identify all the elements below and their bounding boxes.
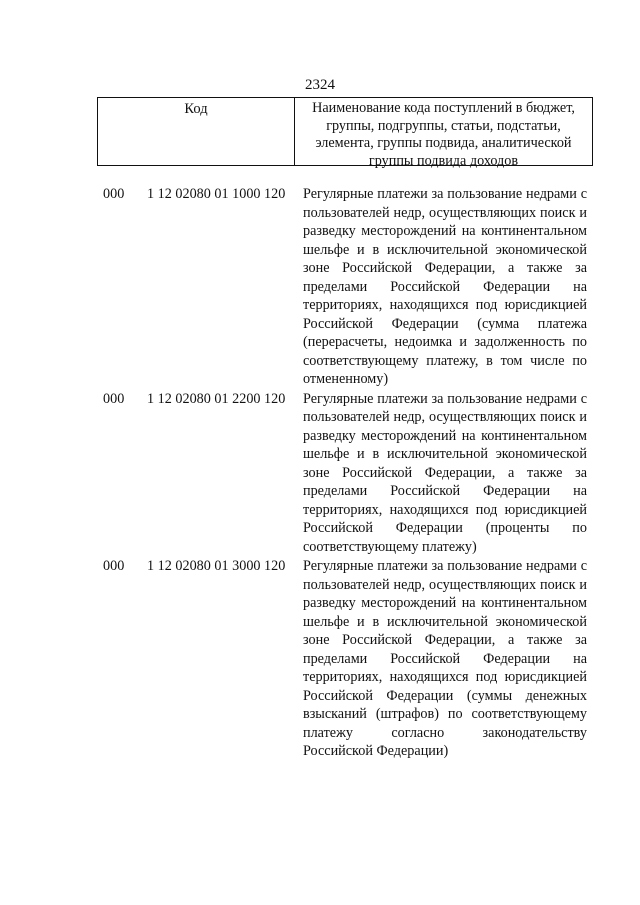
table-row (0, 185, 640, 389)
table-row (0, 557, 640, 761)
row-description: Регулярные платежи за пользование недрами с пользователей недр, осуществляющих поиск и разведку месторождений на континентальном шельфе и в исключительной экономической зоне Российской Федерации, а также за пределами Российской Федерации на территориях, находящихся под юрисдикцией Российской Федерации (проценты по соответствующему платежу) (303, 390, 587, 555)
header-name-column: Наименование кода поступлений в бюджет, группы, подгруппы, статьи, подстатьи, элемента, группы подвида, аналитической группы подвида доходов (312, 100, 575, 169)
row-description: Регулярные платежи за пользование недрами с пользователей недр, осуществляющих поиск и разведку месторождений на континентальном шельфе и в исключительной экономической зоне Российской Федерации, а также за пределами Российской Федерации на территориях, находящихся под юрисдикцией Российской Федерации (суммы денежных взысканий (штрафов) по соответствующему платежу согласно законодательству Российской Федерации) (303, 558, 587, 759)
row-admin-code: 000 (103, 558, 125, 574)
row-revenue-code: 1 12 02080 01 1000 120 (147, 186, 286, 202)
row-revenue-code: 1 12 02080 01 3000 120 (147, 558, 286, 574)
row-admin-code: 000 (103, 390, 125, 407)
row-admin-code: 000 (103, 186, 125, 202)
table-row (0, 390, 640, 557)
revenue-code-list (0, 185, 640, 761)
header-code-column: Код (98, 98, 295, 165)
row-revenue-code: 1 12 02080 01 2200 120 (147, 390, 286, 407)
row-description: Регулярные платежи за пользование недрами с пользователей недр, осуществляющих поиск и разведку месторождений на континентальном шельфе и в исключительной экономической зоне Российской Федерации, а также за пределами Российской Федерации на территориях, находящихся под юрисдикцией Российской Федерации (сумма платежа (перерасчеты, недоимка и задолженность по соответствующему платежу, в том числе по отмененному) (303, 186, 587, 387)
table-header (97, 97, 593, 169)
page-number: 2324 (305, 77, 335, 93)
